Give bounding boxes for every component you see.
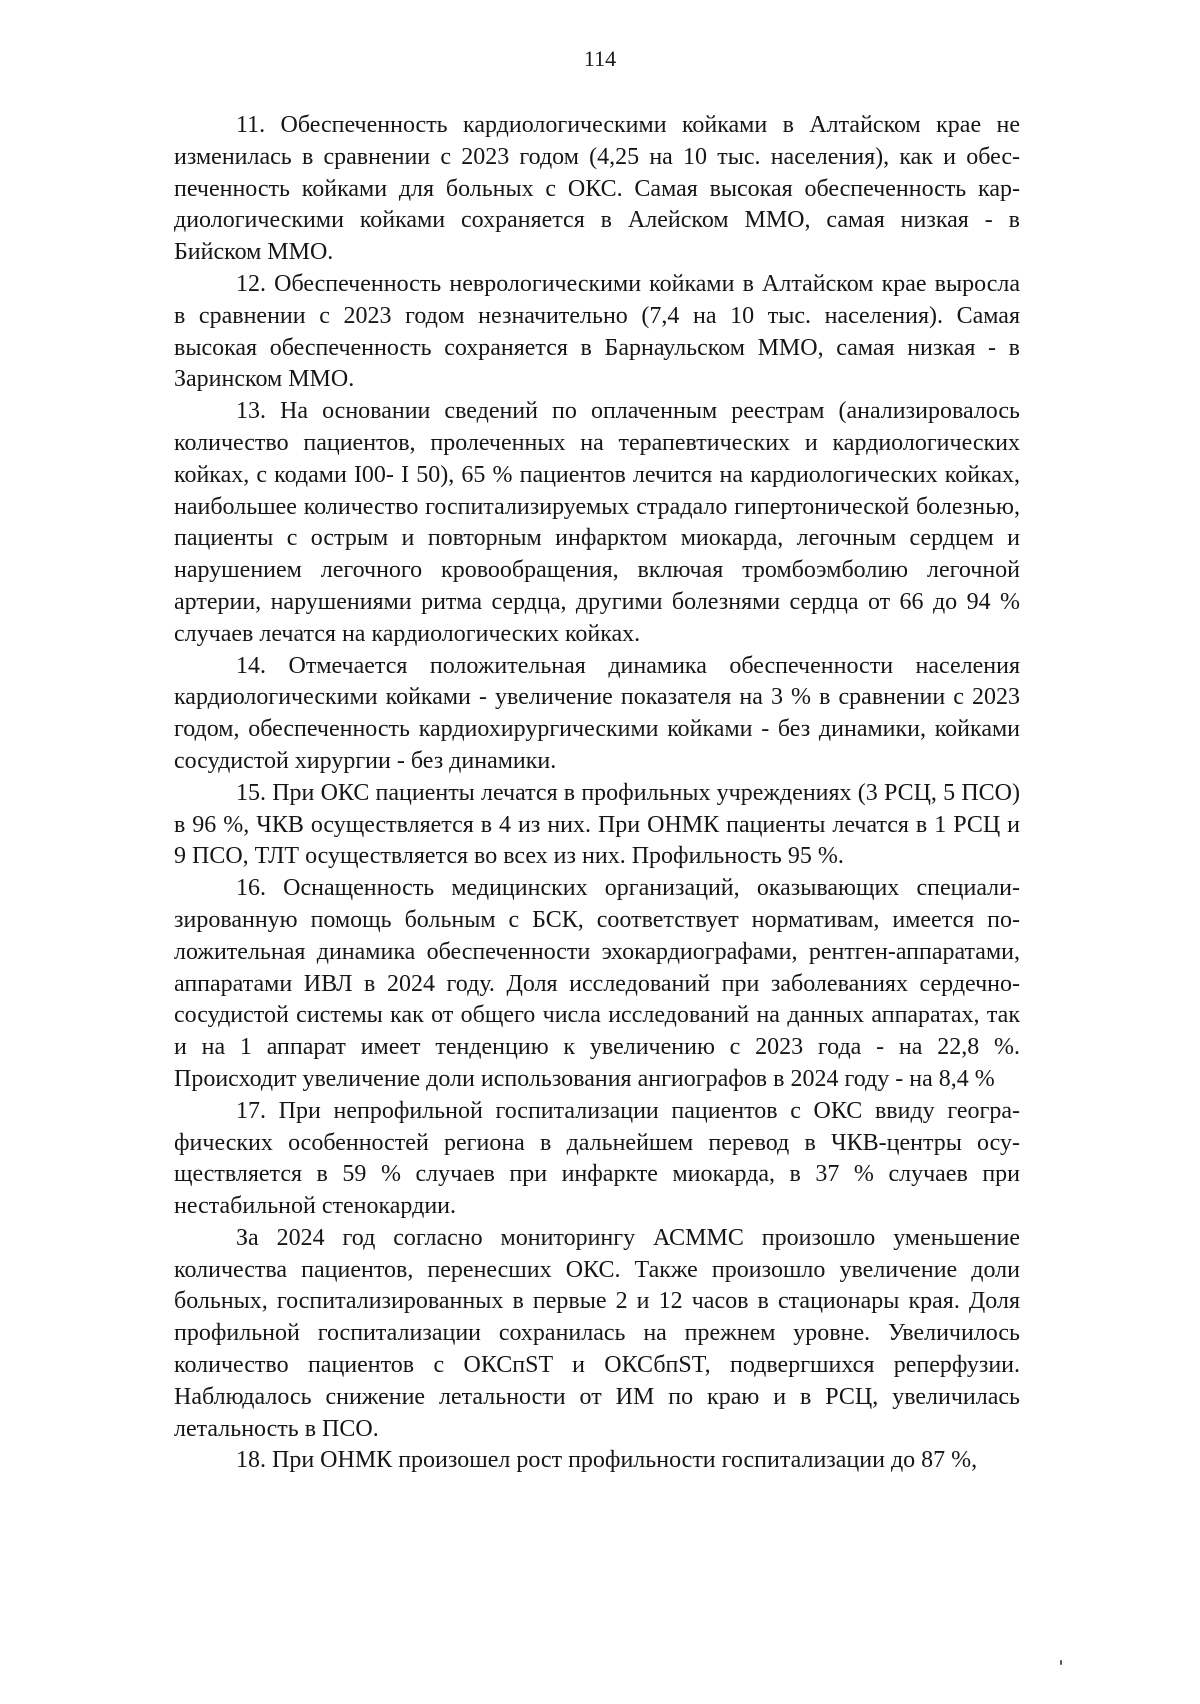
scan-speck	[1060, 1660, 1062, 1665]
paragraph-asmms-summary: За 2024 год согласно мониторингу АСММС произошло уменьшение количества пациентов, перенесших ОКС. Также произошло увеличение доли больных, госпитализированных в первые 2 и 12 часов в стационары края. Доля профильной госпитализации сохранилась на прежнем уровне. Увеличилось количество пациентов с ОКСпST и ОКСбпST, подвергшихся реперфузии. Наблюдалось снижение летальности от ИМ по краю и в РСЦ, увеличилась летальность в ПСО.	[174, 1224, 1020, 1442]
paragraph-15: 15. При ОКС пациенты лечатся в профильных учреждениях (3 РСЦ, 5 ПСО) в 96 %, ЧКВ осуществляется в 4 из них. При ОНМК пациенты лечатся в 1 РСЦ и 9 ПСО, ТЛТ осуществляется во всех из них. Профильность 95 %.	[174, 779, 1020, 870]
paragraph-18: 18. При ОНМК произошел рост профильности госпитализации до 87 %,	[236, 1447, 978, 1474]
paragraph-14: 14. Отмечается положительная динамика обеспеченности населения кардиологическими койками - увеличение показателя на 3 % в сравнении с 2023 годом, обеспеченность кардиохирургическими койками - без динамики, койками сосудистой хирургии - без динамики.	[174, 652, 1020, 774]
paragraph-12: 12. Обеспеченность неврологическими койками в Алтайском крае выросла в сравнении с 2023 годом незначительно (7,4 на 10 тыс. населения). Самая высокая обеспеченность сохраняется в Барнаульском ММО, самая низкая - в Заринском ММО.	[174, 270, 1020, 393]
paragraph-17: 17. При непрофильной госпитализации пациентов с ОКС ввиду географических особенностей региона в дальнейшем перевод в ЧКВ-центры осуществляется в 59 % случаев при инфаркте миокарда, в 37 % случаев при нестабильной стенокардии.	[174, 1097, 1020, 1220]
paragraph-13: 13. На основании сведений по оплаченным реестрам (анализировалось количество пациентов, пролеченных на терапевтических и кардиологических койках, с кодами I00- I 50), 65 % пациентов лечится на кардиологических койках, наибольшее количество госпитализируемых страдало гипертонической болезнью, пациенты с острым и повторным инфарктом миокарда, легочным сердцем и нарушением легочного кровообращения, включая тромбоэмболию легочной артерии, нарушениями ритма сердца, другими болезнями сердца от 66 до 94 % случаев лечатся на кардиологических койках.	[174, 398, 1020, 647]
paragraph-11: 11. Обеспеченность кардиологическими койками в Алтайском крае не изменилась в сравнении с 2023 годом (4,25 на 10 тыс. населения), как и обеспеченность койками для больных с ОКС. Самая высокая обеспеченность кардиологическими койками сохраняется в Алейском ММО, самая низкая - в Бийском ММО.	[174, 112, 1020, 266]
paragraph-16: 16. Оснащенность медицинских организаций, оказывающих специализированную помощь больным с БСК, соответствует нормативам, имеется положительная динамика обеспеченности эхокардиографами, рентген-аппаратами, аппаратами ИВЛ в 2024 году. Доля исследований при заболеваниях сердечно-сосудистой системы как от общего числа исследований на данных аппаратах, так и на 1 аппарат имеет тенденцию к увеличению с 2023 года - на 22,8 %. Происходит увеличение доли использования ангиографов в 2024 году - на 8,4 %	[174, 875, 1020, 1092]
page-body	[174, 110, 1020, 1477]
page-number: 114	[583, 46, 617, 71]
